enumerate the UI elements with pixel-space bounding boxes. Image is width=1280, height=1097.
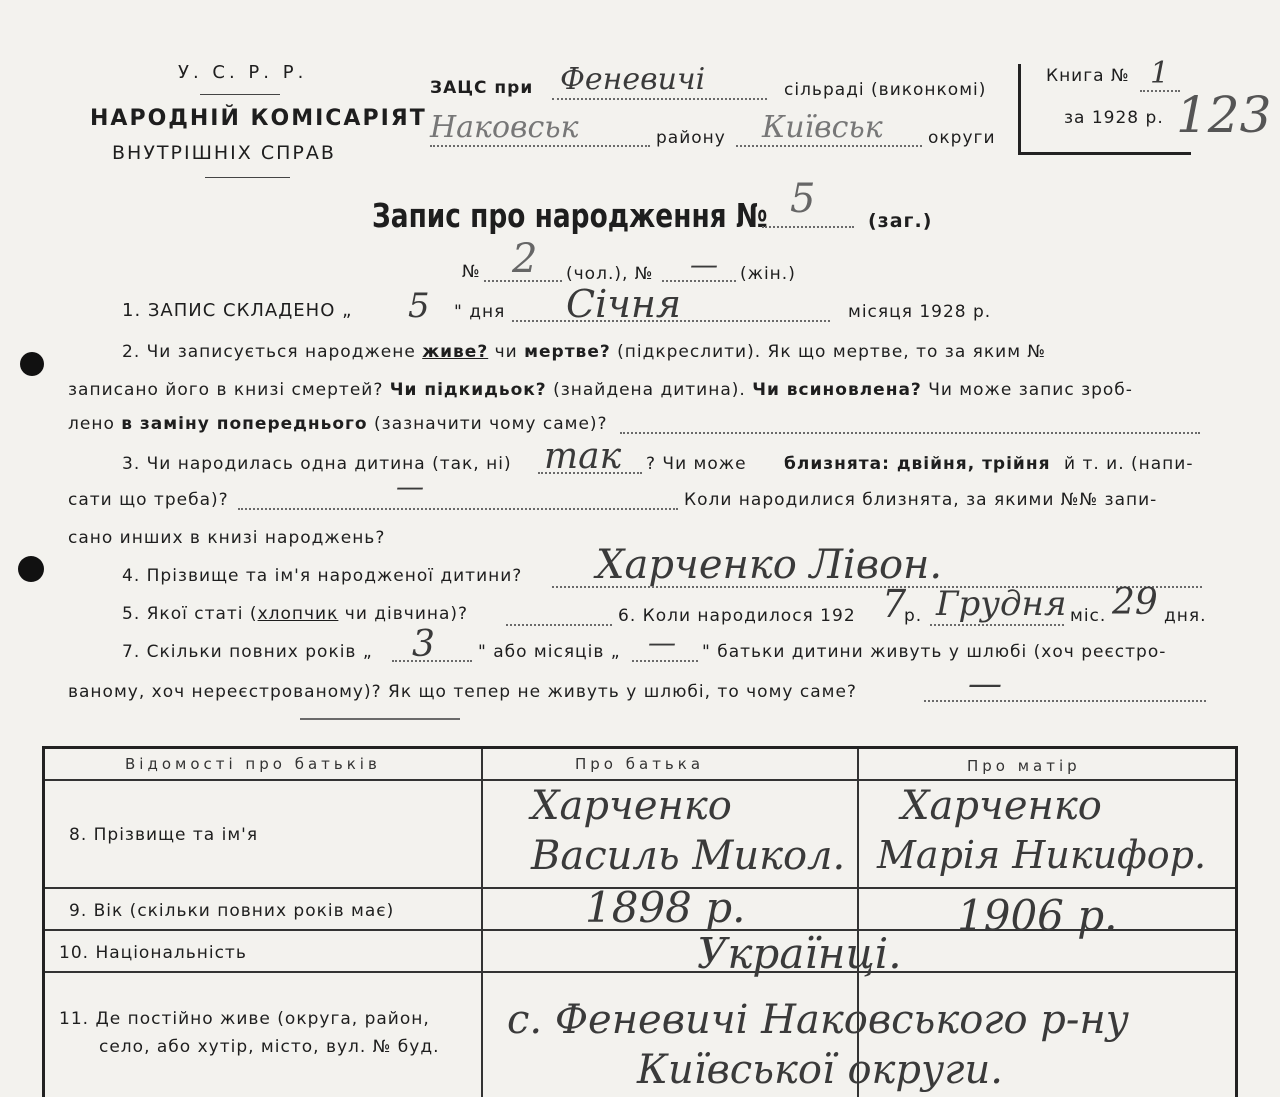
male-number-handwritten: 2 bbox=[512, 236, 538, 282]
q4-child-name-handwritten: Харченко Лівон. bbox=[596, 542, 943, 588]
q5-line bbox=[122, 604, 468, 624]
q7-months-handwritten: — bbox=[648, 626, 676, 659]
q6-year-handwritten: 7 bbox=[882, 582, 907, 626]
usrr-label: У. С. Р. Р. bbox=[178, 62, 308, 83]
q3-other-births: сано инших в книзі народжень? bbox=[68, 528, 386, 548]
q2-replace-start: Чи може запис зроб- bbox=[928, 380, 1133, 400]
q1-month-label: місяця 1928 р. bbox=[848, 302, 992, 322]
row-residence-label-2: село, або хутір, місто, вул. № буд. bbox=[99, 1037, 440, 1057]
q6-month-handwritten: Грудня bbox=[936, 584, 1067, 624]
q1-day-label: " дня bbox=[454, 302, 506, 322]
father-surname-handwritten: Харченко bbox=[531, 783, 732, 829]
book-number-handwritten: 1 bbox=[1150, 56, 1170, 91]
district-handwritten: Наковськ bbox=[430, 110, 579, 145]
okrug-handwritten: Київськ bbox=[762, 110, 883, 145]
q5-boy: хлопчик bbox=[257, 604, 339, 624]
ink-stain bbox=[18, 556, 44, 582]
row-age-label: 9. Вік (скільки повних років має) bbox=[69, 901, 395, 921]
nationality-handwritten: Українці. bbox=[697, 929, 902, 978]
q6-day-label: дня. bbox=[1164, 606, 1207, 626]
male-number-prefix: № bbox=[462, 262, 481, 282]
q7-years-handwritten: 3 bbox=[412, 624, 435, 665]
ink-stain bbox=[20, 352, 44, 376]
table-header-mother: Про матір bbox=[967, 757, 1081, 775]
residence-handwritten-2: Київської округи. bbox=[637, 1047, 1003, 1093]
q2-adopted: Чи всиновлена? bbox=[752, 380, 922, 400]
q7-dash-handwritten: — bbox=[968, 664, 1002, 704]
q3-label: 3. Чи народилась одна дитина (так, ні) bbox=[122, 454, 512, 474]
q2-replace-cont: лено bbox=[68, 414, 115, 434]
record-number-handwritten: 5 bbox=[790, 176, 816, 222]
zags-prefix: ЗАЦС при bbox=[430, 78, 534, 98]
zags-suffix: сільраді (виконкомі) bbox=[784, 80, 987, 100]
q7-unregistered: ваному, хоч нереєстрованому)? Як що тепер не живуть у шлюбі, то чому саме? bbox=[68, 682, 857, 702]
father-name-handwritten: Василь Микол. bbox=[531, 833, 846, 879]
male-number-label: (чол.), № bbox=[566, 264, 654, 284]
okrug-label: округи bbox=[928, 128, 996, 148]
q2-dead: мертве? bbox=[524, 342, 611, 362]
father-age-handwritten: 1898 р. bbox=[585, 883, 746, 932]
zags-village-handwritten: Феневичі bbox=[560, 62, 706, 97]
q2-question: 2. Чи записується народжене bbox=[122, 342, 416, 362]
row-residence-label-1: 11. Де постійно живе (округа, район, bbox=[59, 1009, 430, 1029]
q2-alive: живе? bbox=[422, 342, 489, 362]
q2-line1 bbox=[122, 342, 1046, 362]
table-header-info: Відомості про батьків bbox=[125, 755, 381, 773]
q1-day-handwritten: 5 bbox=[408, 286, 430, 326]
q2-underline-hint: (підкреслити). Як що мертве, то за яким № bbox=[617, 342, 1047, 362]
q7-label: 7. Скільки повних років „ bbox=[122, 642, 373, 662]
q3-twins-options: близнята: двійня, трійня bbox=[784, 454, 1051, 474]
q2-line3 bbox=[68, 414, 608, 434]
female-number-handwritten: — bbox=[690, 248, 718, 281]
residence-handwritten-1: с. Феневичі Наковського р-ну bbox=[507, 997, 1129, 1043]
q6-month-label: міс. bbox=[1070, 606, 1107, 626]
record-title-suffix: (заг.) bbox=[868, 210, 933, 232]
q2-death-book: записано його в книзі смертей? bbox=[68, 380, 384, 400]
department-label: ВНУТРІШНІХ СПРАВ bbox=[112, 142, 336, 164]
row-name-label: 8. Прізвище та ім'я bbox=[69, 825, 259, 845]
q2-found-child: (знайдена дитина). bbox=[553, 380, 746, 400]
q2-foundling: Чи підкидьок? bbox=[389, 380, 547, 400]
q5-label: 5. Якої статі ( bbox=[122, 604, 258, 624]
row-nationality-label: 10. Національність bbox=[59, 943, 247, 963]
mother-surname-handwritten: Харченко bbox=[901, 783, 1102, 829]
table-header-father: Про батька bbox=[575, 755, 705, 773]
book-year: за 1928 р. bbox=[1064, 108, 1164, 128]
q2-or: чи bbox=[494, 342, 518, 362]
q2-replacement: в заміну попереднього bbox=[121, 414, 368, 434]
q6-day-handwritten: 29 bbox=[1112, 582, 1158, 623]
book-label: Книга № bbox=[1046, 66, 1130, 86]
q5-girl: чи дівчина)? bbox=[344, 604, 469, 624]
q7-marriage: " батьки дитини живуть у шлюбі (хоч реєстро- bbox=[702, 642, 1167, 662]
district-label: району bbox=[656, 128, 726, 148]
q1-month-handwritten: Січня bbox=[566, 282, 682, 326]
parents-table bbox=[42, 746, 1238, 1097]
q4-label: 4. Прізвище та ім'я народженої дитини? bbox=[122, 566, 523, 586]
q2-line2 bbox=[68, 380, 1133, 400]
q6-label: 6. Коли народилося 192 bbox=[618, 606, 856, 626]
q3-write: сати що треба)? bbox=[68, 490, 229, 510]
q2-why: (зазначити чому саме)? bbox=[374, 414, 608, 434]
mother-age-handwritten: 1906 р. bbox=[957, 891, 1118, 940]
q1-label: 1. ЗАПИС СКЛАДЕНО „ bbox=[122, 300, 353, 321]
q3-twins-label: ? Чи може bbox=[646, 454, 747, 474]
commissariat-label: НАРОДНІЙ КОМІСАРІЯТ bbox=[90, 106, 427, 131]
q3-dash-handwritten: — bbox=[396, 470, 424, 503]
female-number-label: (жін.) bbox=[740, 264, 796, 284]
q3-etc: й т. и. (напи- bbox=[1064, 454, 1194, 474]
record-title: Запис про народження № bbox=[372, 196, 768, 235]
q6-year-label: р. bbox=[904, 606, 923, 626]
mother-name-handwritten: Марія Никифор. bbox=[877, 833, 1207, 877]
margin-number-handwritten: 123 bbox=[1176, 86, 1272, 144]
q3-twins-numbers: Коли народилися близнята, за якими №№ запи- bbox=[684, 490, 1158, 510]
q7-months-label: " або місяців „ bbox=[478, 642, 621, 662]
q3-answer-handwritten: так bbox=[544, 436, 622, 477]
